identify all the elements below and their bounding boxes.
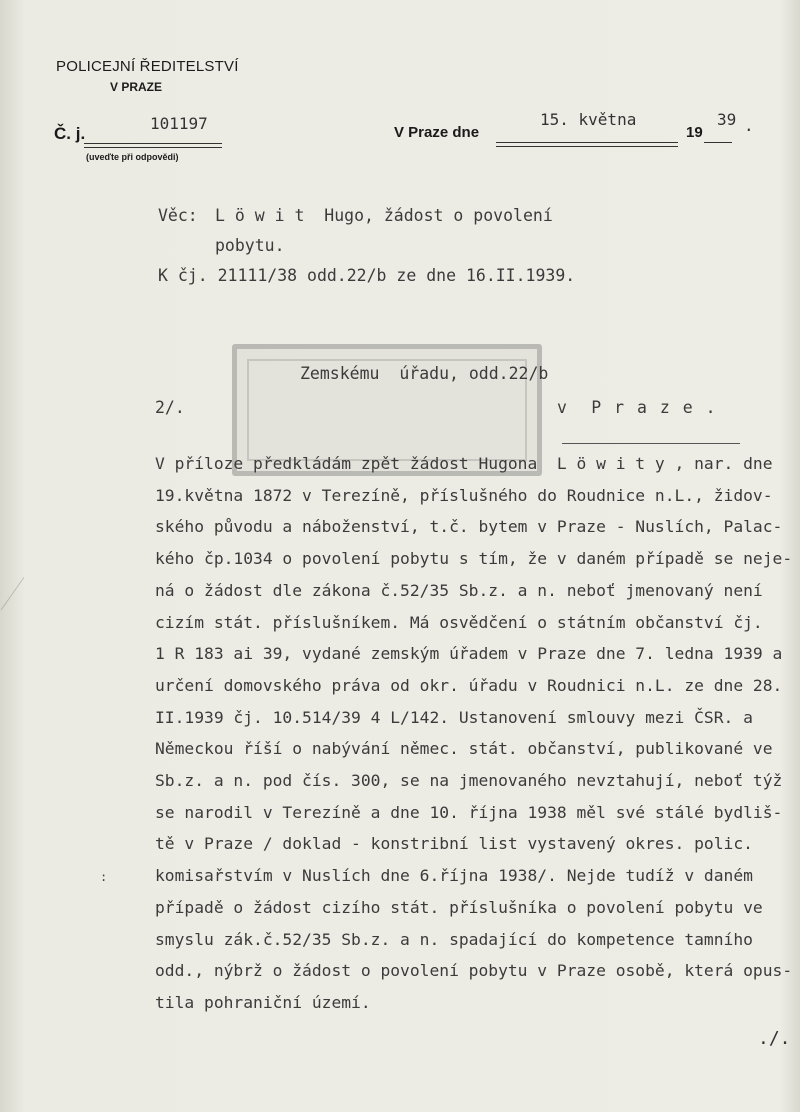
subject-line-1: L ö w i t Hugo, žádost o povolení (215, 206, 553, 225)
addressee-ref: 2/. (155, 398, 185, 417)
date-day-month: 15. května (540, 110, 637, 129)
reference-label: Č. j. (54, 124, 86, 143)
body-line: tě v Praze / doklad - konstribní list vystavený okres. polic. (155, 834, 753, 854)
addressee-rule (562, 443, 740, 444)
margin-mark: : (100, 870, 108, 884)
body-line: ského původu a náboženství, t.č. bytem v Praze - Nuslích, Palac- (155, 517, 783, 537)
subject-line-2: pobytu. (215, 236, 285, 255)
body-line: 19.května 1872 v Terezíně, příslušného do Roudnice n.L., židov- (155, 485, 773, 505)
letterhead-city: V PRAZE (110, 80, 163, 94)
body-line: 1 R 183 ai 39, vydané zemským úřadem v Praze dne 7. ledna 1939 a (155, 644, 783, 664)
body-line: tila pohraniční území. (155, 992, 371, 1012)
body-line: II.1939 čj. 10.514/39 4 L/142. Ustanovení smlouvy mezi ČSR. a (155, 707, 753, 727)
year-underline (704, 142, 732, 143)
body-line: kého čp.1034 o povolení pobytu s tím, že v daném případě se neje- (155, 549, 793, 569)
reference-number: 101197 (150, 114, 208, 133)
body-line: V příloze předkládám zpět žádost Hugona L ö w i t y , nar. dne (155, 454, 773, 473)
body-line: komisařstvím v Nuslích dne 6.října 1938/. Nejde tudíž v daném (155, 866, 753, 886)
letterhead-organization: POLICEJNÍ ŘEDITELSTVÍ (56, 58, 239, 75)
reference-underline-double (84, 147, 222, 148)
body-line: smyslu zák.č.52/35 Sb.z. a n. spadající do kompetence tamního (155, 929, 753, 949)
addressee-city: v P r a z e . (557, 398, 718, 417)
year-dot: . (744, 116, 754, 135)
signoff-mark: ./. (758, 1028, 791, 1049)
subject-label: Věc: (158, 206, 198, 225)
body-line: odd., nýbrž o žádost o povolení pobytu v Praze osobě, která opus- (155, 961, 793, 981)
body-line: Sb.z. a n. pod čís. 300, se na jmenovaného nevztahují, neboť týž (155, 771, 783, 790)
subject-reference-line: K čj. 21111/38 odd.22/b ze dne 16.II.1939. (158, 266, 576, 285)
addressee-office: Zemskému úřadu, odd.22/b (300, 364, 549, 383)
year-suffix: 39 (717, 110, 737, 129)
body-line: cizím stát. příslušníkem. Má osvědčení o státním občanství čj. (155, 612, 763, 632)
place-date-label: V Praze dne (394, 124, 480, 141)
body-line: Německou říší o nabývání němec. stát. občanství, publikované ve (155, 739, 773, 759)
year-prefix: 19 (686, 124, 703, 141)
reference-note: (uveďte při odpovědi) (86, 152, 179, 162)
body-line: případě o žádost cizího stát. příslušníka o povolení pobytu ve (155, 897, 763, 917)
body-line: ná o žádost dle zákona č.52/35 Sb.z. a n. neboť jmenovaný není (155, 580, 763, 600)
body-line: se narodil v Terezíně a dne 10. října 1938 měl své stálé bydliš- (155, 802, 783, 822)
date-underline-double (496, 146, 678, 147)
date-underline (496, 142, 678, 143)
reference-underline (84, 143, 222, 144)
body-line: určení domovského práva od okr. úřadu v Roudnici n.L. ze dne 28. (155, 675, 783, 695)
